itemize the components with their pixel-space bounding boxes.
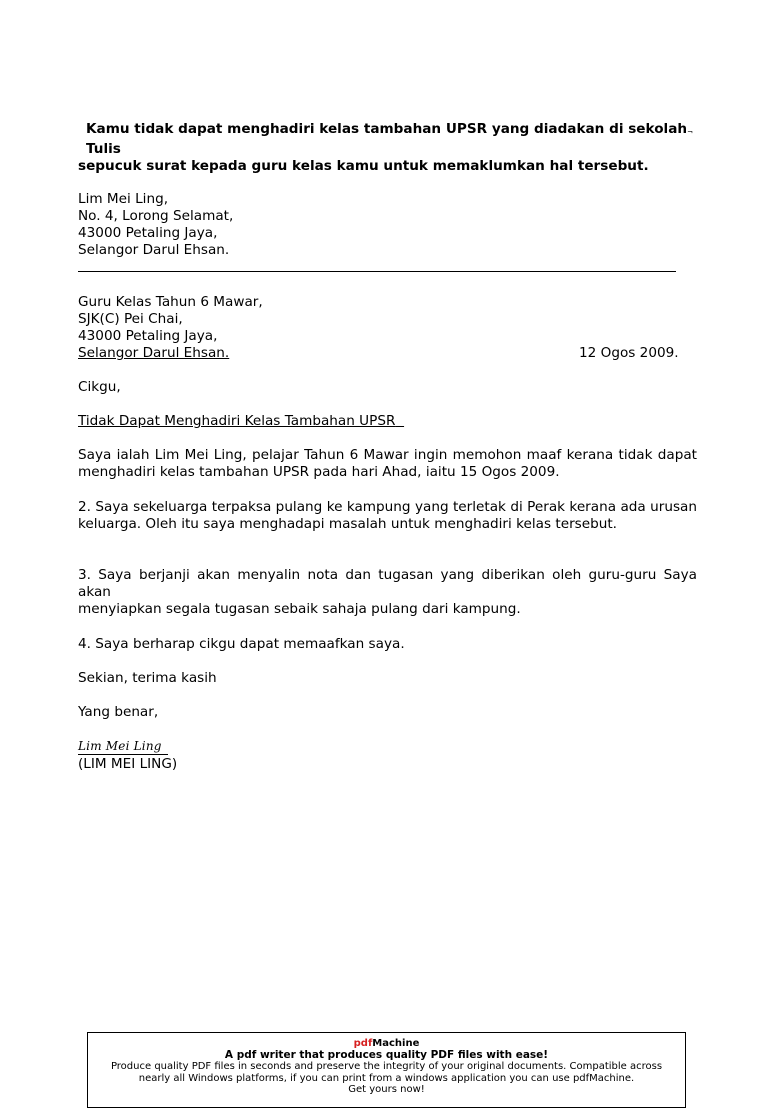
valediction: Yang benar, [78,704,159,720]
paragraph-2 [78,499,697,533]
footer-brand-machine: Machine [372,1038,420,1049]
signer-name: (LIM MEI LING) [78,756,178,772]
paragraph-4: 4. Saya berharap cikgu dapat memaafkan saya. [78,636,405,652]
paragraph-line: menghadiri kelas tambahan UPSR pada hari Ahad, iaitu 15 Ogos 2009. [78,464,560,480]
pdfmachine-footer [87,1032,686,1108]
sender-address-line: Selangor Darul Ehsan. [78,242,230,258]
footer-text-line: nearly all Windows platforms, if you can print from a windows application you can use pdfMachine. [138,1072,635,1084]
letter-date: 12 Ogos 2009. [579,345,679,361]
paragraph-line: 3. Saya berjanji akan menyalin nota dan tugasan yang diberikan oleh guru-guru Saya akan [78,567,697,600]
question-line-1: Kamu tidak dapat menghadiri kelas tambahan UPSR yang diadakan di sekolah¬ Tulis [86,121,693,157]
recipient-address-line: Selangor Darul Ehsan. [78,345,230,361]
paragraph-line: menyiapkan segala tugasan sebaik sahaja pulang dari kampung. [78,601,521,617]
paragraph-line: 2. Saya sekeluarga terpaksa pulang ke kampung yang terletak di Perak kerana ada urusan [78,499,697,515]
paragraph-3 [78,567,697,618]
footer-brand-pdf: pdf [353,1038,373,1049]
footer-brand [88,1038,685,1050]
paragraph-1 [78,447,697,481]
sender-address-line: Lim Mei Ling, [78,191,169,207]
footer-text-line: Get yours now! [348,1084,425,1095]
paragraph-line: keluarga. Oleh itu saya menghadapi masalah untuk menghadiri kelas tersebut. [78,516,618,532]
question-prompt [78,121,698,175]
letter-subject: Tidak Dapat Menghadiri Kelas Tambahan UPSR [78,413,396,429]
closing: Sekian, terima kasih [78,670,217,686]
sender-address-line: No. 4, Lorong Selamat, [78,208,234,224]
footer-tagline: A pdf writer that produces quality PDF files with ease! [224,1048,549,1061]
address-divider [78,271,676,272]
recipient-address-line: SJK(C) Pei Chai, [78,311,183,327]
sender-address-line: 43000 Petaling Jaya, [78,225,218,241]
salutation: Cikgu, [78,379,121,395]
question-mark-symbol: ¬ [687,128,693,136]
question-line-2: sepucuk surat kepada guru kelas kamu untuk memaklumkan hal tersebut. [78,158,649,174]
paragraph-line: Saya ialah Lim Mei Ling, pelajar Tahun 6 Mawar ingin memohon maaf kerana tidak dapat [78,447,697,463]
recipient-address-line: Guru Kelas Tahun 6 Mawar, [78,294,263,310]
footer-text-line: Produce quality PDF files in seconds and preserve the integrity of your original documents. Compatible across [110,1061,663,1072]
signature: Lim Mei Ling [78,738,168,755]
recipient-address-line: 43000 Petaling Jaya, [78,328,218,344]
